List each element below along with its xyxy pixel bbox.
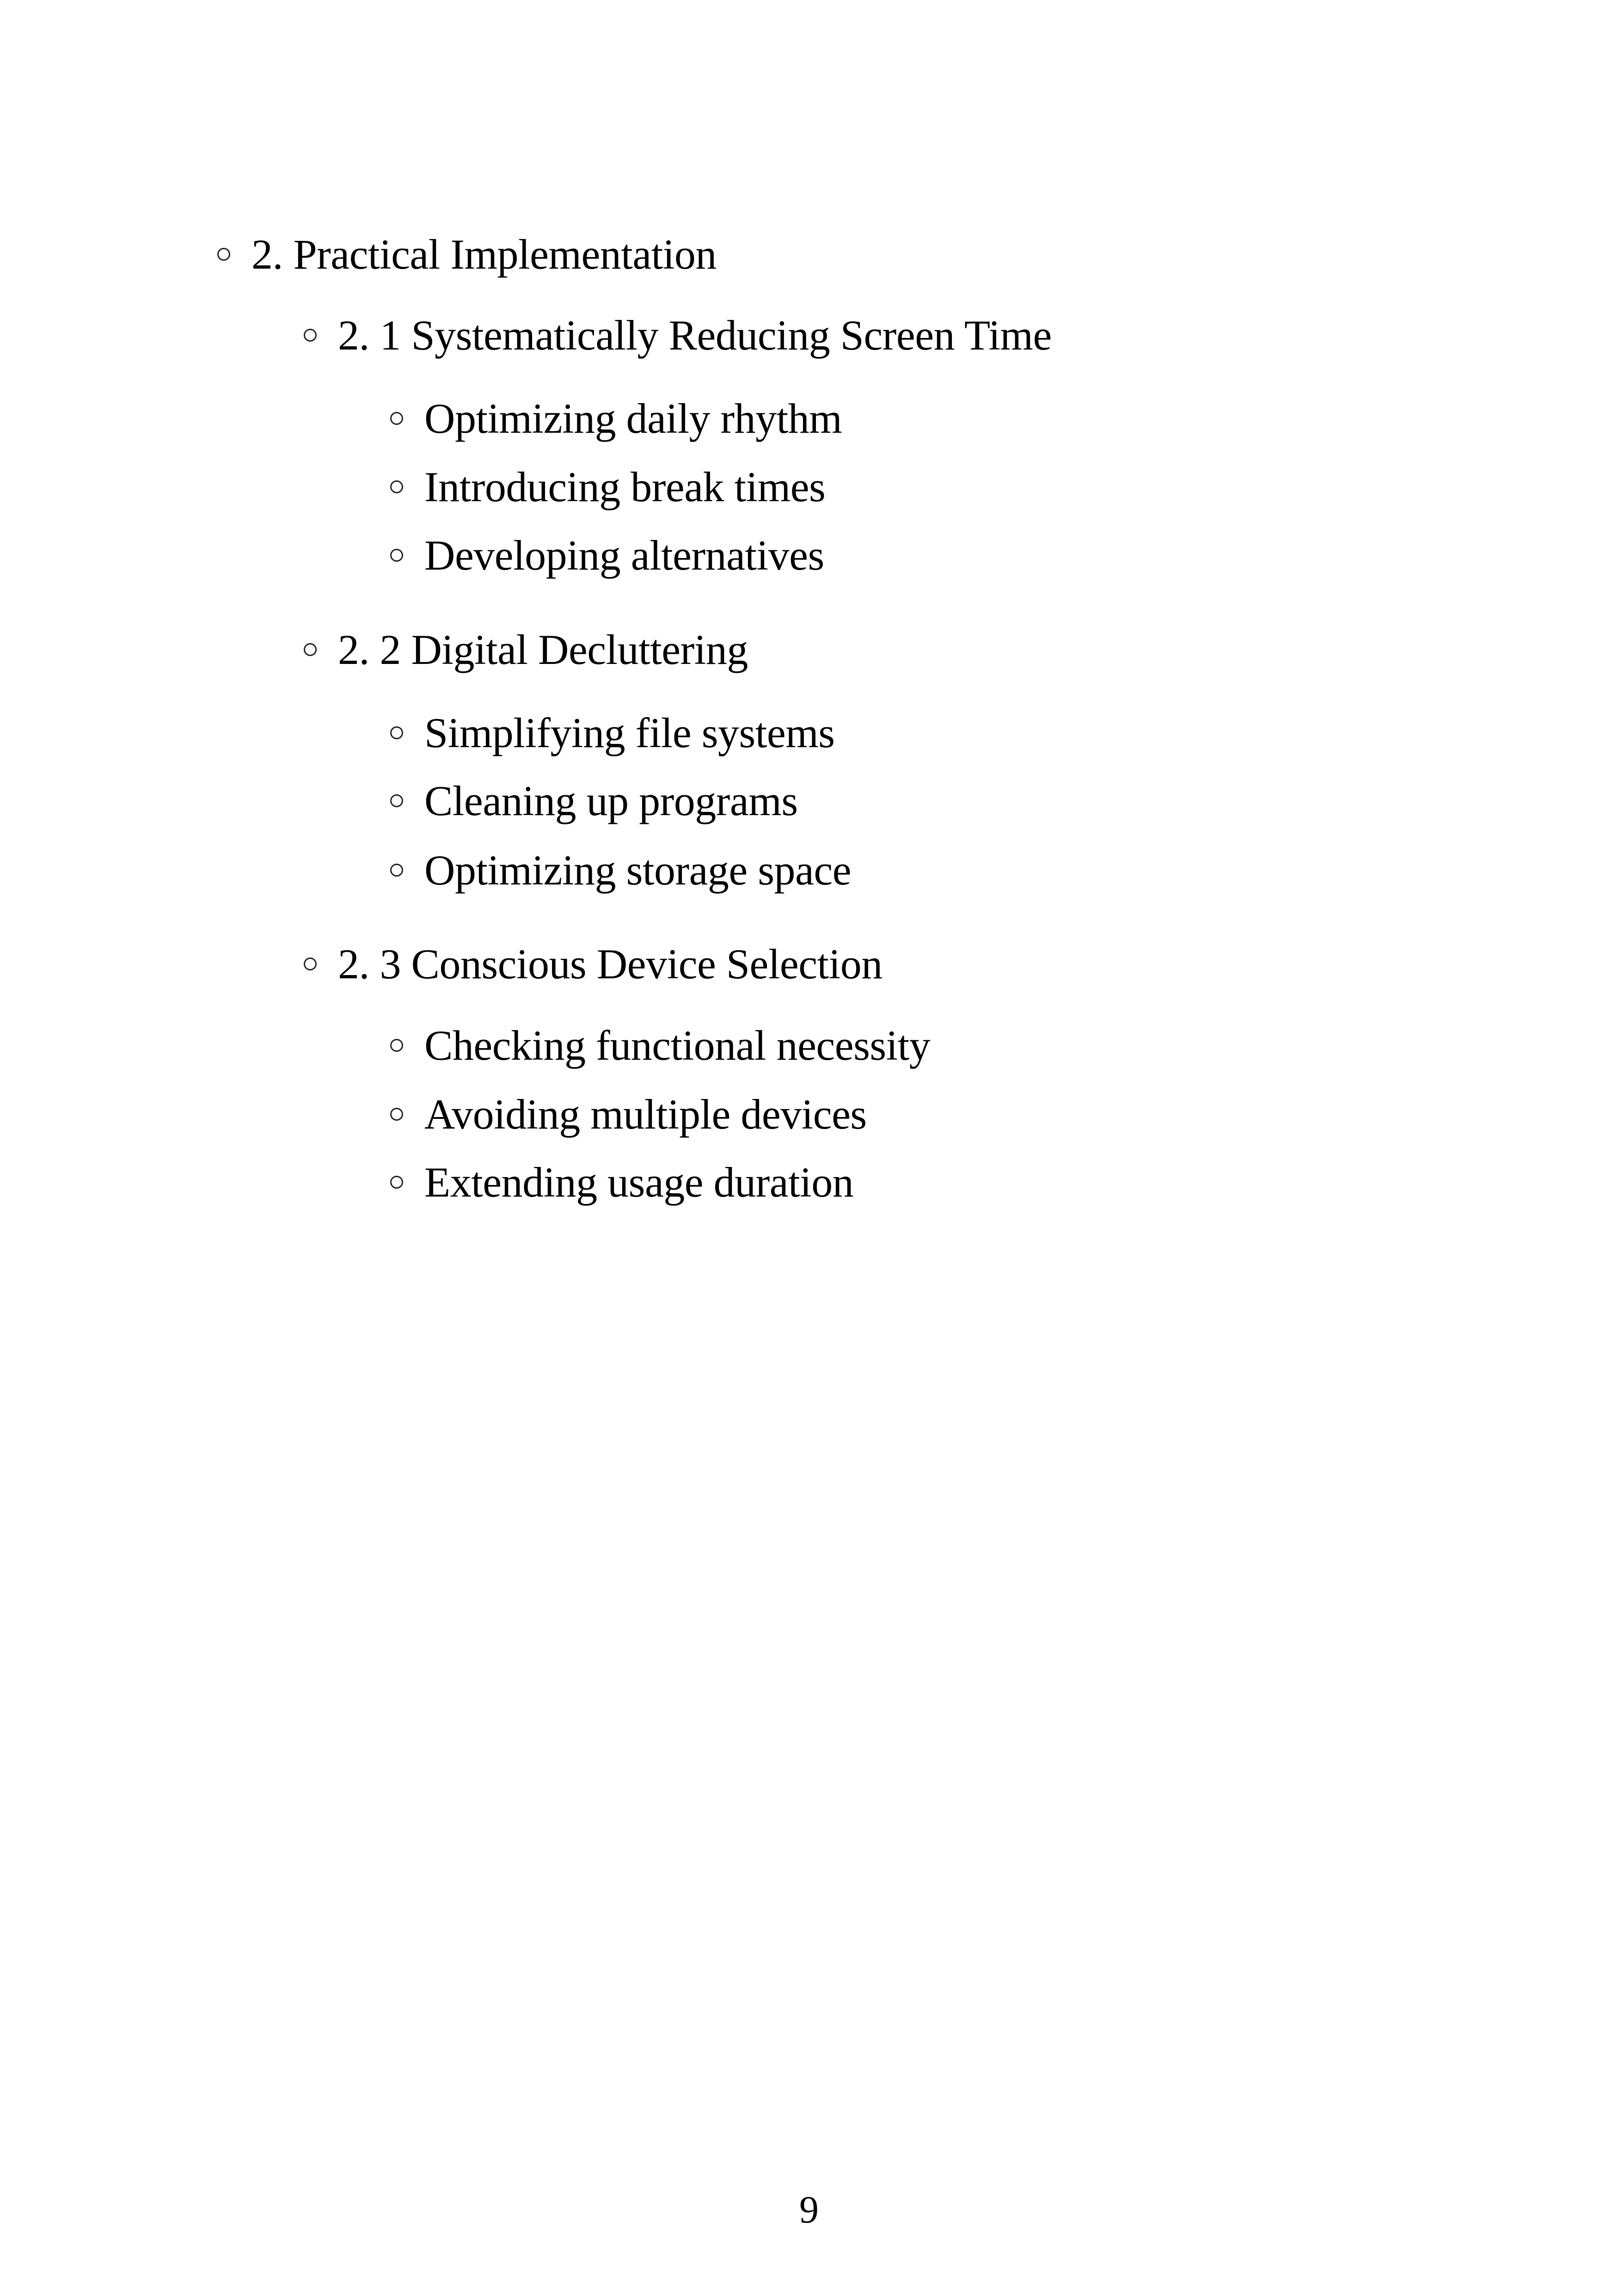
hollow-bullet-icon	[390, 1176, 403, 1189]
list-item-label: Checking functional necessity	[424, 1022, 931, 1069]
list-item-label: Optimizing daily rhythm	[424, 395, 842, 442]
hollow-bullet-icon	[304, 643, 317, 656]
list-item-label: Developing alternatives	[424, 532, 824, 579]
section-title-label: 2. 2 Digital Decluttering	[338, 626, 748, 673]
list-item-label: Introducing break times	[424, 463, 826, 510]
hollow-bullet-icon	[217, 248, 230, 261]
list-item	[390, 1020, 930, 1071]
list-item	[390, 393, 842, 444]
section-title	[304, 624, 748, 675]
section-title	[304, 310, 1052, 361]
page-number: 9	[799, 2188, 819, 2231]
list-item-label: Simplifying file systems	[424, 709, 835, 756]
hollow-bullet-icon	[390, 864, 403, 877]
list-item	[390, 530, 824, 581]
hollow-bullet-icon	[390, 412, 403, 425]
section-title	[304, 939, 883, 989]
outline-heading-label: 2. Practical Implementation	[251, 231, 717, 278]
list-item	[390, 845, 851, 896]
hollow-bullet-icon	[390, 726, 403, 739]
list-item	[390, 707, 835, 758]
list-item-label: Extending usage duration	[424, 1159, 854, 1206]
list-item-label: Avoiding multiple devices	[424, 1091, 867, 1138]
list-item	[390, 461, 825, 512]
section-title-label: 2. 1 Systematically Reducing Screen Time	[338, 312, 1052, 359]
list-item	[390, 1157, 853, 1208]
hollow-bullet-icon	[304, 329, 317, 342]
hollow-bullet-icon	[390, 480, 403, 493]
section-title-label: 2. 3 Conscious Device Selection	[338, 940, 883, 988]
list-item-label: Cleaning up programs	[424, 777, 798, 824]
hollow-bullet-icon	[304, 958, 317, 970]
hollow-bullet-icon	[390, 549, 403, 562]
hollow-bullet-icon	[390, 794, 403, 807]
list-item	[390, 1089, 867, 1140]
list-item-label: Optimizing storage space	[424, 847, 852, 894]
outline-heading	[217, 229, 717, 280]
hollow-bullet-icon	[390, 1039, 403, 1052]
list-item	[390, 775, 798, 826]
hollow-bullet-icon	[390, 1108, 403, 1121]
